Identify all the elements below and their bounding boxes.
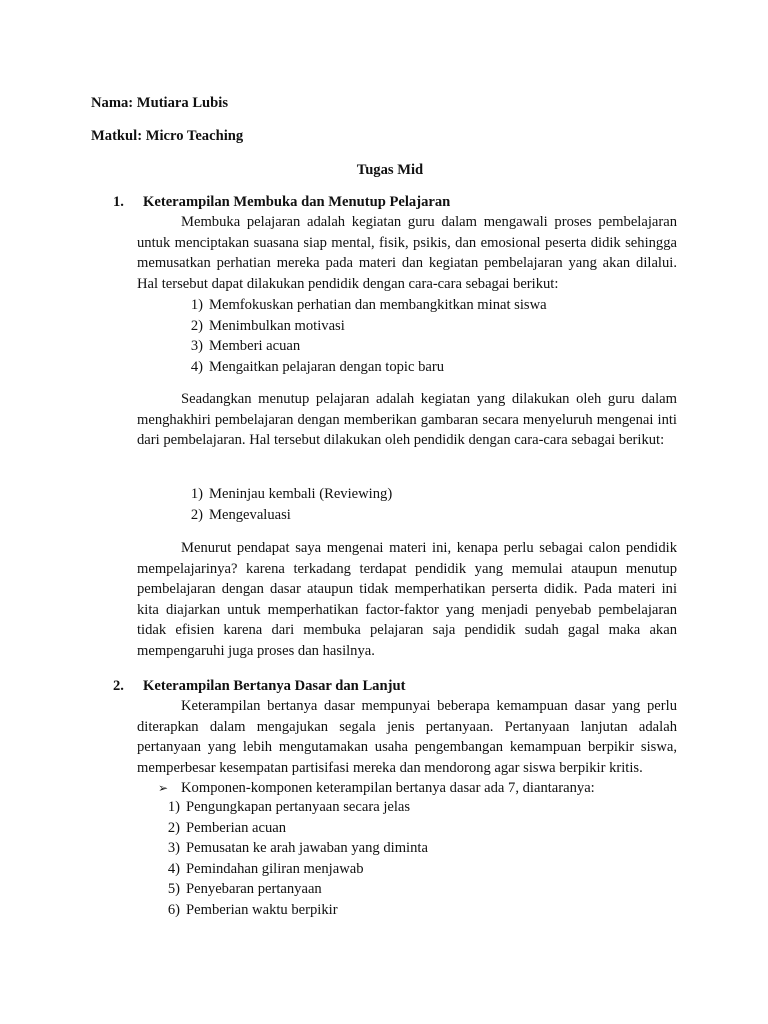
list-item: 2) Pemberian acuan <box>167 819 287 836</box>
arrow-bullet-icon: ➢ <box>158 781 169 795</box>
section-1-paragraph-2: Seadangkan menutup pelajaran adalah kegiatan yang dilakukan oleh guru dalam menghakhiri pembelajaran dengan memberikan gambaran secara menyeluruh mengenai inti dari pembelajaran. Hal tersebut dilakukan oleh pendidik dengan cara-cara sebagai berikut: <box>137 391 677 448</box>
section-1-list-2 <box>178 484 392 525</box>
section-2-paragraph-1: Keterampilan bertanya dasar mempunyai beberapa kemampuan dasar yang perlu diterapkan dalam mengajukan segala jenis pertanyaan. Pertanyaan lanjutan adalah pertanyaan yang lebih mengutamakan usaha pengembangan kemampuan berpikir siswa, memperbesar kesempatan partisifasi mereka dan mendorong agar siswa berpikir kritis. <box>137 698 677 776</box>
bullet-text: Komponen-komponen keterampilan bertanya dasar ada 7, diantaranya: <box>181 780 595 796</box>
list-item: 1) Pengungkapan pertanyaan secara jelas <box>167 799 411 815</box>
list-item: 1) Meninjau kembali (Reviewing) <box>190 486 393 502</box>
student-name: Nama: Mutiara Lubis <box>91 95 229 111</box>
section-2-bullet <box>158 778 595 798</box>
section-1-paragraph-1: Membuka pelajaran adalah kegiatan guru dalam mengawali proses pembelajaran untuk menciptakan suasana siap mental, fisik, psikis, dan emosional peserta didik sehingga memusatkan perhatian mereka pada materi dan kegiatan pembelajaran yang akan dilalui. Hal tersebut dapat dilakukan pendidik dengan cara-cara sebagai berikut: <box>137 214 677 292</box>
section-1-title: Keterampilan Membuka dan Menutup Pelajaran <box>143 194 451 210</box>
list-item: 2) Mengevaluasi <box>190 506 291 523</box>
list-item: 4) Mengaitkan pelajaran dengan topic baru <box>190 358 445 375</box>
list-item: 1) Memfokuskan perhatian dan membangkitkan minat siswa <box>190 297 547 313</box>
section-2-list <box>155 797 428 920</box>
section-1-paragraph-3: Menurut pendapat saya mengenai materi ini, kenapa perlu sebagai calon pendidik mempelajarinya? karena terkadang terdapat pendidik yang memulai ataupun menutup pembelajaran dengan dasar ataupun tidak memperhatikan perserta didik. Pada materi ini kita diajarkan untuk memperhatikan factor-faktor yang menjadi penyebab pembelajaran tidak efisien karena dari membuka pelajaran saja pendidik sudah gagal maka akan mempengaruhi juga proses dan hasilnya. <box>137 540 677 659</box>
list-item: 3) Pemusatan ke arah jawaban yang diminta <box>167 840 428 856</box>
list-item: 6) Pemberian waktu berpikir <box>167 901 338 918</box>
list-item: 5) Penyebaran pertanyaan <box>167 881 322 897</box>
course-name: Matkul: Micro Teaching <box>91 128 244 144</box>
section-2-number: 2. <box>113 678 124 694</box>
section-2-title: Keterampilan Bertanya Dasar dan Lanjut <box>143 678 406 694</box>
list-item: 2) Menimbulkan motivasi <box>190 317 345 334</box>
section-2-heading <box>113 676 405 696</box>
section-1-heading <box>113 192 450 212</box>
document-title: Tugas Mid <box>356 162 424 178</box>
list-item: 4) Pemindahan giliran menjawab <box>167 860 364 877</box>
section-1-list-1 <box>178 295 547 377</box>
list-item: 3) Memberi acuan <box>190 338 301 354</box>
section-1-number: 1. <box>113 194 124 210</box>
